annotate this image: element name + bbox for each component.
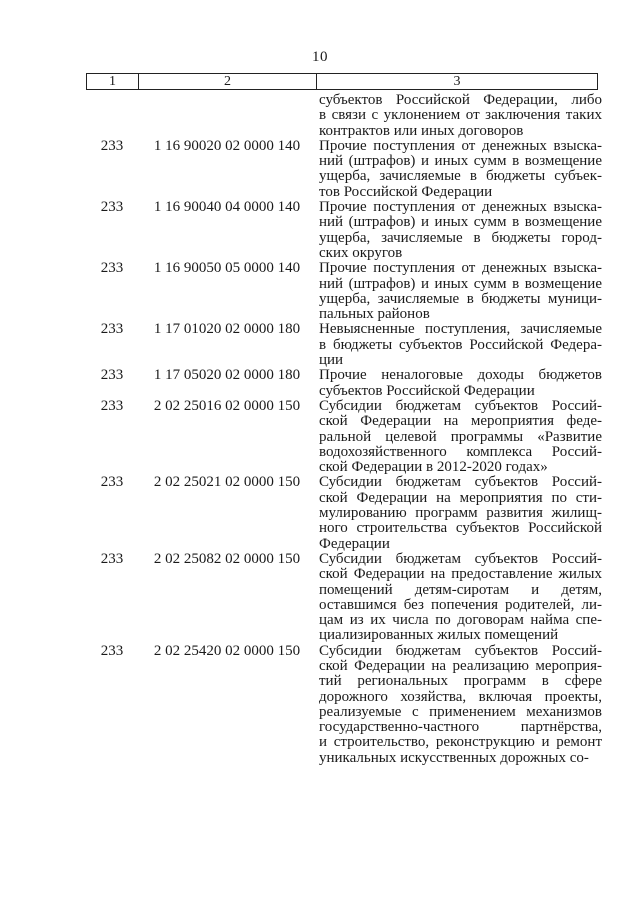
description-line: ской Федерации на реализацию мероприя- xyxy=(319,657,602,674)
budget-code-cell: 1 16 90050 05 0000 140 xyxy=(153,260,301,277)
description-cell xyxy=(316,139,602,200)
description-line: тий региональных программ в сфере xyxy=(319,673,602,690)
description-line: пальных районов xyxy=(319,306,430,323)
description-line: государственно-частного партнёрства, xyxy=(319,719,602,736)
budget-code-cell xyxy=(138,93,316,139)
description-line: ний (штрафов) и иных сумм в возмещение xyxy=(319,275,602,292)
description-line: ного строительства субъектов Российской xyxy=(319,520,602,537)
description-line: ральной целевой программы «Развитие xyxy=(319,428,602,445)
description-line: ущерба, зачисляемые в бюджеты субъек- xyxy=(319,168,602,185)
admin-code-cell: 233 xyxy=(100,642,124,659)
admin-code-cell: 233 xyxy=(100,199,124,216)
column-header-1: 1 xyxy=(87,74,139,89)
budget-code-cell: 2 02 25420 02 0000 150 xyxy=(153,642,301,659)
table-row xyxy=(86,368,602,399)
column-header-3: 3 xyxy=(453,74,461,89)
description-line: цам из их числа по договорам найма спе- xyxy=(319,612,602,629)
description-line: Прочие поступления от денежных взыска- xyxy=(319,260,602,277)
description-line: помещений детям-сиротам и детям, xyxy=(319,581,602,598)
budget-code-cell: 2 02 25021 02 0000 150 xyxy=(153,474,301,491)
table-row xyxy=(86,200,602,261)
description-cell xyxy=(316,93,602,139)
description-cell xyxy=(316,322,602,368)
description-line: субъектов Российской Федерации, либо xyxy=(319,92,602,108)
description-line: дорожного хозяйства, включая проекты, xyxy=(319,688,602,705)
description-line: оставшимся без попечения родителей, ли- xyxy=(319,596,602,613)
description-line: ции xyxy=(319,352,344,369)
description-cell xyxy=(316,261,602,322)
description-line: циализированных жилых помещений xyxy=(319,627,559,644)
admin-code-cell xyxy=(86,93,138,139)
description-cell xyxy=(316,552,602,644)
description-line: мулированию программ развития жилищ- xyxy=(319,505,602,522)
description-line: Прочие поступления от денежных взыска- xyxy=(319,137,602,154)
table-row xyxy=(86,475,602,551)
budget-code-cell: 1 16 90040 04 0000 140 xyxy=(153,199,301,216)
description-cell xyxy=(316,200,602,261)
table-row xyxy=(86,399,602,475)
budget-code-cell: 2 02 25082 02 0000 150 xyxy=(153,550,301,567)
table-row xyxy=(86,139,602,200)
table-row xyxy=(86,322,602,368)
admin-code-cell: 233 xyxy=(100,137,124,154)
description-line: Субсидии бюджетам субъектов Россий- xyxy=(319,474,602,491)
admin-code-cell: 233 xyxy=(100,321,124,338)
description-line: и строительство, реконструкцию и ремонт xyxy=(319,734,602,751)
description-line: тов Российской Федерации xyxy=(319,183,493,200)
description-line: ской Федерации в 2012-2020 годах» xyxy=(319,459,548,476)
description-line: ских округов xyxy=(319,244,403,261)
table-row xyxy=(86,261,602,322)
budget-code-cell: 1 17 05020 02 0000 180 xyxy=(153,367,301,384)
description-line: Федерации xyxy=(319,535,390,552)
admin-code-cell: 233 xyxy=(100,260,124,277)
admin-code-cell: 233 xyxy=(100,474,124,491)
description-line: ской Федерации на предоставление жилых xyxy=(319,566,602,583)
description-line: контрактов или иных договоров xyxy=(319,122,524,139)
description-line: ущерба, зачисляемые в бюджеты город- xyxy=(319,229,602,246)
description-line: субъектов Российской Федерации xyxy=(319,382,535,399)
table-row xyxy=(86,644,602,766)
description-cell xyxy=(316,644,602,766)
description-line: Прочие поступления от денежных взыска- xyxy=(319,199,602,216)
description-line: ний (штрафов) и иных сумм в возмещение xyxy=(319,214,602,231)
description-line: реализуемые с применением механизмов xyxy=(319,703,602,720)
description-line: в связи с уклонением от заключения таких xyxy=(319,107,602,124)
page-number: 10 xyxy=(312,49,328,65)
description-cell xyxy=(316,475,602,551)
description-line: ущерба, зачисляемые в бюджеты муници- xyxy=(319,290,602,307)
table-row xyxy=(86,93,602,139)
description-line: ний (штрафов) и иных сумм в возмещение xyxy=(319,153,602,170)
description-line: Невыясненные поступления, зачисляемые xyxy=(319,321,602,338)
description-line: водохозяйственного комплекса Россий- xyxy=(319,443,602,460)
column-header-2: 2 xyxy=(139,74,317,89)
table-row xyxy=(86,552,602,644)
budget-code-cell: 1 17 01020 02 0000 180 xyxy=(153,321,301,338)
admin-code-cell: 233 xyxy=(100,550,124,567)
description-cell xyxy=(316,399,602,475)
description-line: Субсидии бюджетам субъектов Россий- xyxy=(319,397,602,414)
description-line: в бюджеты субъектов Российской Федера- xyxy=(319,336,602,353)
admin-code-cell: 233 xyxy=(100,367,124,384)
budget-code-cell: 1 16 90020 02 0000 140 xyxy=(153,137,301,154)
description-line: ской Федерации на мероприятия феде- xyxy=(319,413,602,430)
table-body xyxy=(86,93,602,766)
table-column-headers xyxy=(86,73,598,90)
admin-code-cell: 233 xyxy=(100,397,124,414)
description-line: Субсидии бюджетам субъектов Россий- xyxy=(319,642,602,659)
description-line: Субсидии бюджетам субъектов Россий- xyxy=(319,550,602,567)
description-line: ской Федерации на мероприятия по сти- xyxy=(319,489,602,506)
description-cell xyxy=(316,368,602,399)
description-line: уникальных искусственных дорожных со- xyxy=(319,749,589,766)
description-line: Прочие неналоговые доходы бюджетов xyxy=(319,367,602,384)
budget-code-cell: 2 02 25016 02 0000 150 xyxy=(153,397,301,414)
